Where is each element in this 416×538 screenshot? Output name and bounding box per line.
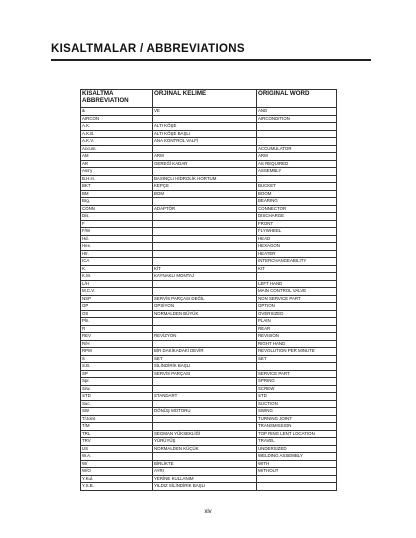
english-word-cell: REVOLUTION PER MINUTE [257, 348, 337, 356]
turkish-word-cell: YÜRÜYÜŞ [153, 438, 257, 446]
turkish-word-cell [153, 243, 257, 251]
turkish-word-cell [153, 453, 257, 461]
table-row [81, 265, 337, 273]
turkish-word-cell [153, 250, 257, 258]
turkish-word-cell: ALTI KÖŞE [153, 123, 257, 131]
turkish-word-cell: DÖNÜŞ MOTORU [153, 408, 257, 416]
turkish-word-cell [153, 400, 257, 408]
table-row [81, 123, 337, 131]
turkish-word-cell: OPSİYON [153, 303, 257, 311]
table-row [81, 273, 337, 281]
english-word-cell [257, 363, 337, 371]
turkish-word-cell [153, 288, 257, 296]
turkish-word-cell [153, 258, 257, 266]
abbreviation-cell: S.B. [81, 363, 153, 371]
english-word-cell: MAIN CONTROL VALVE [257, 288, 337, 296]
table-row [81, 385, 337, 393]
english-word-cell: SWING [257, 408, 337, 416]
title-divider [51, 59, 371, 61]
turkish-word-cell: ANA KONTROL VALFİ [153, 138, 257, 146]
table-row [81, 393, 337, 401]
turkish-word-cell: SERVİS PARÇASI [153, 370, 257, 378]
abbreviation-cell: A.K.B. [81, 130, 153, 138]
turkish-word-cell [153, 415, 257, 423]
english-word-cell: ARM [257, 153, 337, 161]
table-row [81, 213, 337, 221]
turkish-word-cell: KİT [153, 265, 257, 273]
abbreviation-cell: A.K. [81, 123, 153, 131]
english-word-cell: OVERSIZED [257, 310, 337, 318]
turkish-word-cell [153, 318, 257, 326]
table-row [81, 205, 337, 213]
english-word-cell: PLAIN [257, 318, 337, 326]
table-row [81, 160, 337, 168]
abbreviation-cell: Ass'y [81, 168, 153, 176]
table-header-row [81, 90, 337, 108]
abbreviation-cell: STD [81, 393, 153, 401]
english-word-cell: SET [257, 355, 337, 363]
english-word-cell: UNDERSIZED [257, 445, 337, 453]
abbreviation-cell: OS [81, 310, 153, 318]
table-row [81, 415, 337, 423]
english-word-cell: WITH [257, 460, 337, 468]
turkish-word-cell: ALTI KÖŞE BAŞLI [153, 130, 257, 138]
abbreviation-cell: RPM [81, 348, 153, 356]
turkish-word-cell: REVİZYON [153, 333, 257, 341]
page-number: xiv [204, 509, 212, 515]
turkish-word-cell: BİR DAKİKADAKİ DEVİR [153, 348, 257, 356]
turkish-word-cell: ADAPTÖR [153, 205, 257, 213]
abbreviation-cell: Spr. [81, 378, 153, 386]
table-row [81, 115, 337, 123]
abbreviation-cell: T/Joint [81, 415, 153, 423]
abbreviation-cell: Brg. [81, 198, 153, 206]
english-word-cell: HEXAGON [257, 243, 337, 251]
english-word-cell: FRONT [257, 220, 337, 228]
abbreviation-cell: AR [81, 160, 153, 168]
turkish-word-cell: BASINÇLI HİDROLİK HORTUM [153, 175, 257, 183]
table-row [81, 243, 337, 251]
table-row [81, 340, 337, 348]
table-row [81, 303, 337, 311]
turkish-word-cell: STANDART [153, 393, 257, 401]
abbreviation-cell: Accum. [81, 145, 153, 153]
english-word-cell: BUCKET [257, 183, 337, 191]
english-word-cell [257, 138, 337, 146]
abbreviation-cell: OP [81, 303, 153, 311]
english-word-cell: AS REQUIRED [257, 160, 337, 168]
table-row [81, 430, 337, 438]
abbreviation-cell: SP [81, 370, 153, 378]
turkish-word-cell [153, 220, 257, 228]
abbreviation-cell: W/O [81, 468, 153, 476]
turkish-word-cell [153, 423, 257, 431]
abbreviation-cell: Hex. [81, 243, 153, 251]
abbreviation-table [80, 89, 337, 491]
table-row [81, 250, 337, 258]
abbreviation-cell: K. [81, 265, 153, 273]
table-row [81, 400, 337, 408]
english-word-cell [257, 483, 337, 491]
turkish-word-cell: SEGMAN YÜKSEKLİĞİ [153, 430, 257, 438]
english-word-cell: BOOM [257, 190, 337, 198]
abbreviation-cell: W.A. [81, 453, 153, 461]
english-word-cell: DISCHARGE [257, 213, 337, 221]
table-row [81, 363, 337, 371]
english-word-cell: INTERCHANGEABILITY [257, 258, 337, 266]
english-word-cell: HEAD [257, 235, 337, 243]
turkish-word-cell: NORMALDEN BÜYÜK [153, 310, 257, 318]
turkish-word-cell: YERİNE KULLANIM [153, 475, 257, 483]
turkish-word-cell [153, 228, 257, 236]
english-word-cell: SUCTION [257, 400, 337, 408]
turkish-word-cell: AYRI [153, 468, 257, 476]
english-word-cell: KIT [257, 265, 337, 273]
english-word-cell: BEARING [257, 198, 337, 206]
table-row [81, 370, 337, 378]
table-row [81, 408, 337, 416]
table-row [81, 453, 337, 461]
abbreviation-cell: AM [81, 153, 153, 161]
turkish-word-cell [153, 235, 257, 243]
abbreviation-cell: TRL [81, 430, 153, 438]
english-word-cell: LEFT HAND [257, 280, 337, 288]
table-row [81, 445, 337, 453]
table-row [81, 310, 337, 318]
abbreviation-cell: Suc. [81, 400, 153, 408]
english-word-cell: ACCUMULATOR [257, 145, 337, 153]
abbreviation-cell: REV [81, 333, 153, 341]
english-word-cell: AIRCONDITION [257, 115, 337, 123]
turkish-word-cell: VE [153, 108, 257, 116]
abbreviation-cell: K.M. [81, 273, 153, 281]
english-word-cell: RIGHT HAND [257, 340, 337, 348]
abbreviation-cell: L/H [81, 280, 153, 288]
english-word-cell: REAR [257, 325, 337, 333]
turkish-word-cell [153, 325, 257, 333]
turkish-word-cell [153, 145, 257, 153]
english-word-cell [257, 175, 337, 183]
abbreviation-cell: Dis. [81, 213, 153, 221]
table-row [81, 483, 337, 491]
abbreviation-cell: F/W [81, 228, 153, 236]
turkish-word-cell: KAYNAKLI MONTAJ [153, 273, 257, 281]
turkish-word-cell [153, 115, 257, 123]
english-word-cell: HEATER [257, 250, 337, 258]
english-word-cell: CONNECTOR [257, 205, 337, 213]
column-header-abbreviation-tr: KISALTMA [82, 90, 114, 97]
table-row [81, 280, 337, 288]
column-header-original-word-tr: ORJINAL KELİME [153, 90, 257, 108]
english-word-cell: WITHOUT [257, 468, 337, 476]
column-header-original-word-en: ORIGINAL WORD [257, 90, 337, 108]
abbreviation-cell: Hd. [81, 235, 153, 243]
table-row [81, 438, 337, 446]
abbreviation-cell: W/ [81, 460, 153, 468]
table-row [81, 348, 337, 356]
english-word-cell: SPRING [257, 378, 337, 386]
turkish-word-cell [153, 378, 257, 386]
turkish-word-cell: GEREĞİ KADAR [153, 160, 257, 168]
turkish-word-cell [153, 340, 257, 348]
english-word-cell: TRAVEL [257, 438, 337, 446]
table-row [81, 228, 337, 236]
table-row [81, 325, 337, 333]
english-word-cell: REVISION [257, 333, 337, 341]
turkish-word-cell: YILDIZ SİLİNDİRİK BAŞLI [153, 483, 257, 491]
abbreviation-cell: R [81, 325, 153, 333]
page-title: KISALTMALAR / ABBREVIATIONS [51, 43, 245, 55]
table-row [81, 288, 337, 296]
turkish-word-cell [153, 385, 257, 393]
table-body [81, 108, 337, 491]
table-row [81, 460, 337, 468]
table-row [81, 295, 337, 303]
table-row [81, 220, 337, 228]
english-word-cell [257, 475, 337, 483]
abbreviation-cell: Srw. [81, 385, 153, 393]
turkish-word-cell: BOM [153, 190, 257, 198]
table-row [81, 190, 337, 198]
english-word-cell: ASSEMBLY [257, 168, 337, 176]
table-row [81, 168, 337, 176]
english-word-cell: NON SERVICE PART [257, 295, 337, 303]
english-word-cell: WELDING ASSEMBLY [257, 453, 337, 461]
abbreviation-cell: Htr. [81, 250, 153, 258]
english-word-cell: FLYWHEEL [257, 228, 337, 236]
english-word-cell [257, 273, 337, 281]
abbreviation-cell: T/M [81, 423, 153, 431]
turkish-word-cell [153, 280, 257, 288]
abbreviation-cell: & [81, 108, 153, 116]
table-row [81, 108, 337, 116]
column-header-abbreviation [81, 90, 153, 108]
english-word-cell: TOP RING LENT LOCATION [257, 430, 337, 438]
abbreviation-cell: R/H [81, 340, 153, 348]
table-row [81, 378, 337, 386]
turkish-word-cell: NORMALDEN KÜÇÜK [153, 445, 257, 453]
turkish-word-cell: BİRLİKTE [153, 460, 257, 468]
abbreviation-cell: NSP [81, 295, 153, 303]
abbreviation-cell: BKT [81, 183, 153, 191]
table-row [81, 318, 337, 326]
turkish-word-cell: ARM [153, 153, 257, 161]
abbreviation-cell: Pln. [81, 318, 153, 326]
abbreviation-cell: S [81, 355, 153, 363]
abbreviation-cell: F [81, 220, 153, 228]
table-row [81, 258, 337, 266]
english-word-cell: TRANSMISSION [257, 423, 337, 431]
table-row [81, 130, 337, 138]
english-word-cell: OPTION [257, 303, 337, 311]
abbreviation-cell: SW [81, 408, 153, 416]
table-row [81, 475, 337, 483]
turkish-word-cell [153, 168, 257, 176]
table-row [81, 468, 337, 476]
english-word-cell: SERVICE PART [257, 370, 337, 378]
turkish-word-cell [153, 213, 257, 221]
abbreviation-cell: ICA [81, 258, 153, 266]
table-row [81, 153, 337, 161]
abbreviation-cell: BM [81, 190, 153, 198]
table-row [81, 235, 337, 243]
turkish-word-cell: KEPÇE [153, 183, 257, 191]
table-row [81, 355, 337, 363]
abbreviation-cell: US [81, 445, 153, 453]
english-word-cell: STD [257, 393, 337, 401]
abbreviation-cell: Y.Kul. [81, 475, 153, 483]
english-word-cell [257, 130, 337, 138]
turkish-word-cell: SET [153, 355, 257, 363]
turkish-word-cell: SERVİS PARÇASI DEĞİL [153, 295, 257, 303]
english-word-cell: AND [257, 108, 337, 116]
abbreviation-cell: M.C.V. [81, 288, 153, 296]
table-row [81, 183, 337, 191]
table-row [81, 138, 337, 146]
english-word-cell: SCREW [257, 385, 337, 393]
column-header-abbreviation-en: ABBREVIATION [82, 97, 129, 104]
abbreviation-cell: B.H.H. [81, 175, 153, 183]
english-word-cell: TURNING JOINT [257, 415, 337, 423]
table-row [81, 423, 337, 431]
english-word-cell [257, 123, 337, 131]
table-row [81, 175, 337, 183]
table-row [81, 198, 337, 206]
table-row [81, 145, 337, 153]
turkish-word-cell: SİLİNDİRİK BAŞLI [153, 363, 257, 371]
abbreviation-cell: AIRCON [81, 115, 153, 123]
abbreviation-cell: TRV [81, 438, 153, 446]
turkish-word-cell [153, 198, 257, 206]
abbreviation-cell: CONN [81, 205, 153, 213]
table-row [81, 333, 337, 341]
abbreviation-cell: Y.S.B. [81, 483, 153, 491]
abbreviation-cell: A.K.V. [81, 138, 153, 146]
